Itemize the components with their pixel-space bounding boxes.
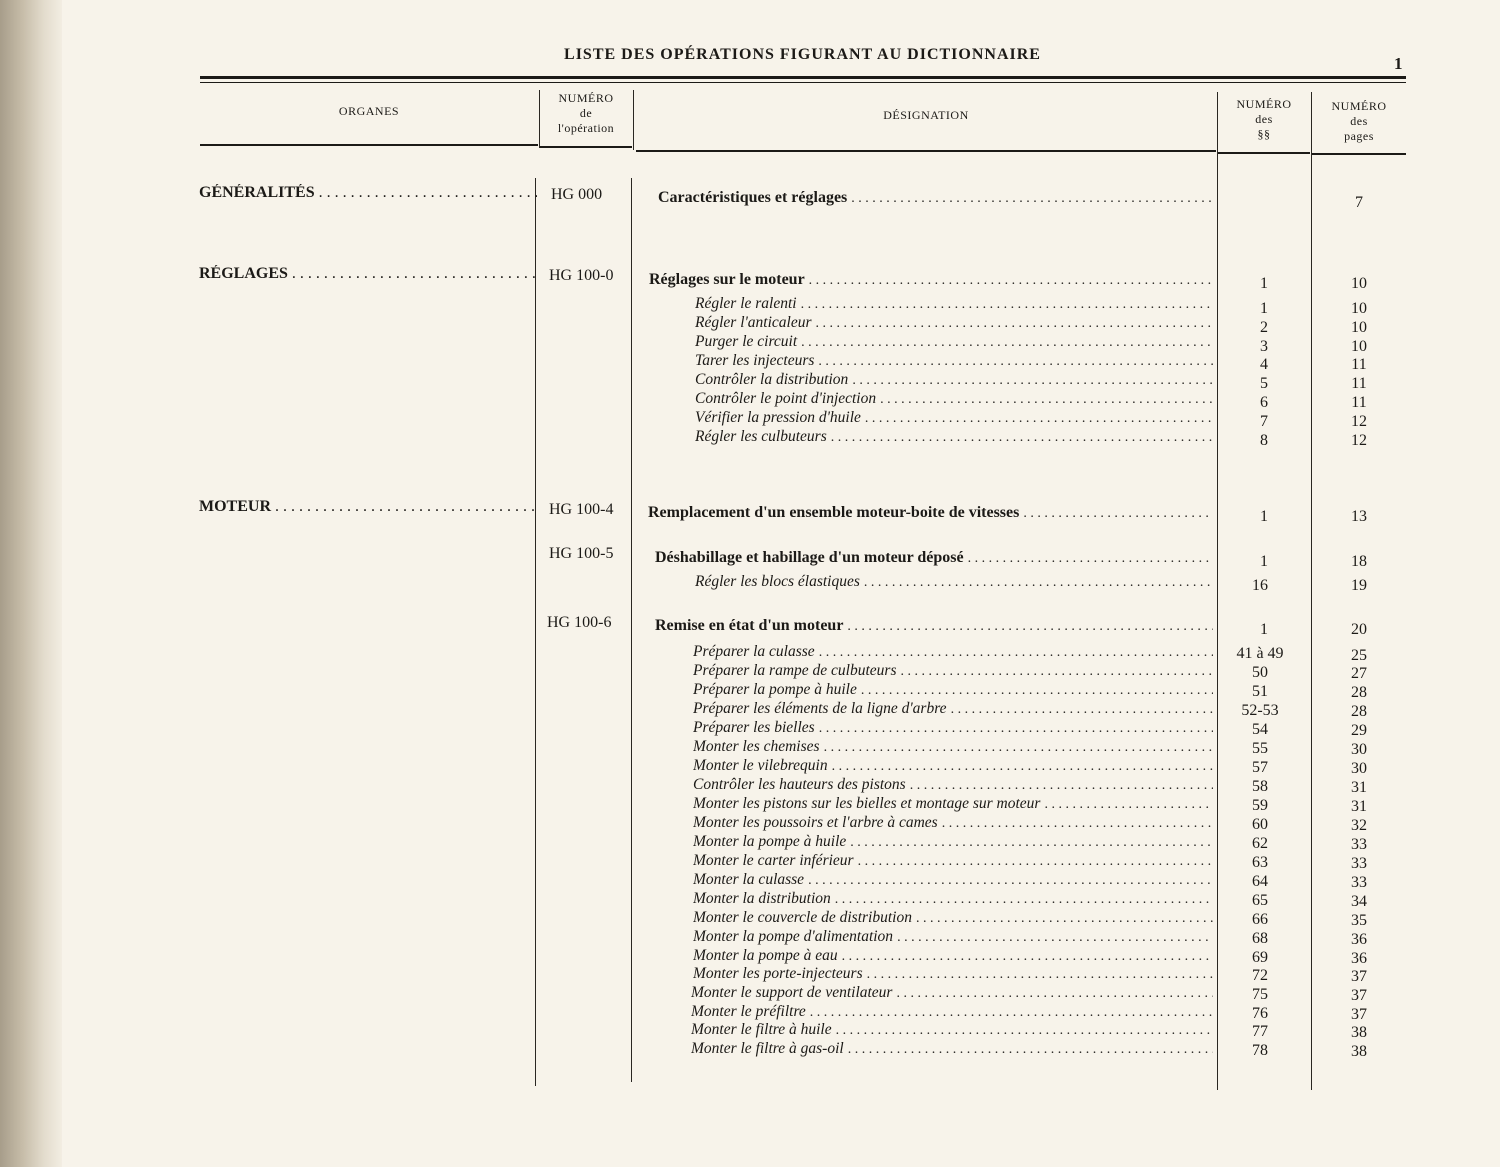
table-row — [0, 984, 1500, 1003]
page-ref: 37 — [1351, 968, 1367, 985]
operation-code: HG 100-5 — [549, 545, 614, 562]
table-row — [0, 1003, 1500, 1022]
page-ref: 31 — [1351, 798, 1367, 815]
designation-text: Réglages sur le moteur — [649, 271, 805, 288]
section-number: 76 — [1252, 1005, 1268, 1022]
page-ref: 28 — [1351, 703, 1367, 720]
designation-text: Monter la distribution — [693, 890, 831, 907]
table-row — [0, 965, 1500, 984]
designation-text: Régler les culbuteurs — [695, 428, 827, 445]
designation-text: Monter la culasse — [693, 871, 805, 888]
section-number: 50 — [1252, 664, 1268, 681]
table-row — [0, 738, 1500, 757]
designation-text: Préparer la pompe à huile — [693, 681, 857, 698]
section-number: 8 — [1260, 432, 1268, 449]
designation-text: Purger le circuit — [695, 333, 798, 350]
designation-text: Monter les chemises — [693, 738, 820, 755]
designation-text: Caractéristiques et réglages — [658, 189, 848, 206]
table-row — [0, 814, 1500, 833]
table-row — [0, 271, 1500, 290]
page-ref: 20 — [1351, 621, 1367, 638]
header-numero-paragraphes: NUMÉRO des §§ — [1236, 97, 1292, 141]
header-rule-ss — [1218, 152, 1310, 154]
section-number: 75 — [1252, 986, 1268, 1003]
page-ref: 11 — [1351, 375, 1367, 392]
designation-text: Vérifier la pression d'huile — [695, 409, 861, 426]
page-ref: 33 — [1351, 836, 1367, 853]
designation-text: Monter le couvercle de distribution — [693, 909, 912, 926]
designation-text: Monter le vilebrequin — [693, 757, 828, 774]
table-row — [0, 643, 1500, 662]
designation-text: Monter les pistons sur les bielles et montage sur moteur — [693, 795, 1041, 812]
table-row — [0, 833, 1500, 852]
operation-code: HG 100-0 — [549, 267, 614, 284]
page-ref: 33 — [1351, 855, 1367, 872]
designation-text: Monter les porte-injecteurs — [693, 965, 863, 982]
page-ref: 11 — [1351, 394, 1367, 411]
section-number: 1 — [1260, 621, 1268, 638]
table-row — [0, 871, 1500, 890]
page-ref: 34 — [1351, 893, 1367, 910]
section-number: 66 — [1252, 911, 1268, 928]
section-number: 51 — [1252, 683, 1268, 700]
page-ref: 29 — [1351, 722, 1367, 739]
header-numero-pages: NUMÉRO des pages — [1331, 99, 1387, 143]
column-divider — [633, 90, 634, 150]
section-number: 60 — [1252, 816, 1268, 833]
table-row — [0, 1021, 1500, 1040]
page-number: 1 — [1394, 54, 1403, 73]
page-ref: 33 — [1351, 874, 1367, 891]
section-number: 69 — [1252, 949, 1268, 966]
page-ref: 18 — [1351, 553, 1367, 570]
designation-text: Régler le ralenti — [695, 295, 797, 312]
section-number: 54 — [1252, 721, 1268, 738]
page-ref: 30 — [1351, 760, 1367, 777]
page-ref: 28 — [1351, 684, 1367, 701]
page-ref: 32 — [1351, 817, 1367, 834]
designation-text: Remise en état d'un moteur — [655, 617, 844, 634]
designation-text: Contrôler les hauteurs des pistons — [693, 776, 906, 793]
designation-text: Contrôler la distribution — [695, 371, 849, 388]
table-row — [0, 295, 1500, 317]
top-rule-thin — [200, 82, 1406, 83]
section-number: 55 — [1252, 740, 1268, 757]
page-ref: 30 — [1351, 741, 1367, 758]
page-ref: 11 — [1351, 356, 1367, 373]
table-row — [0, 719, 1500, 738]
section-number: 2 — [1260, 319, 1268, 336]
operation-code: HG 000 — [551, 186, 603, 203]
page-ref: 12 — [1351, 413, 1367, 430]
table-row — [0, 947, 1500, 966]
section-number: 59 — [1252, 797, 1268, 814]
table-row — [0, 573, 1500, 592]
table-row — [0, 428, 1500, 447]
table-row — [0, 352, 1500, 371]
column-divider — [539, 90, 540, 148]
table-row — [0, 371, 1500, 390]
page-ref: 19 — [1351, 577, 1367, 594]
designation-text: Tarer les injecteurs — [695, 352, 815, 369]
section-number: 52-53 — [1241, 702, 1279, 719]
designation-text: Monter le support de ventilateur — [691, 984, 893, 1001]
table-row — [0, 681, 1500, 700]
section-number: 72 — [1252, 967, 1268, 984]
designation-text: Préparer les bielles — [693, 719, 815, 736]
table-row — [0, 504, 1500, 523]
section-number: 64 — [1252, 873, 1268, 890]
section-number: 62 — [1252, 835, 1268, 852]
page-ref: 10 — [1351, 300, 1367, 317]
section-number: 78 — [1252, 1042, 1268, 1059]
header-rule-pages — [1312, 153, 1406, 155]
designation-text: Régler les blocs élastiques — [695, 573, 860, 590]
page-ref: 36 — [1351, 931, 1367, 948]
table-row — [0, 549, 1500, 568]
page-ref: 37 — [1351, 1006, 1367, 1023]
section-number: 1 — [1260, 300, 1268, 317]
section-number: 77 — [1252, 1023, 1268, 1040]
page-ref: 38 — [1351, 1043, 1367, 1060]
table-row — [0, 189, 1500, 211]
designation-text: Préparer la culasse — [693, 643, 815, 660]
section-number: 6 — [1260, 394, 1268, 411]
page-ref: 37 — [1351, 987, 1367, 1004]
page-ref: 35 — [1351, 912, 1367, 929]
section-number: 41 à 49 — [1236, 645, 1284, 662]
header-designation: DÉSIGNATION — [883, 108, 969, 122]
designation-text: Contrôler le point d'injection — [695, 390, 877, 407]
section-number: 4 — [1260, 356, 1268, 373]
table-row — [0, 776, 1500, 795]
designation-text: Monter le préfiltre — [691, 1003, 806, 1020]
page-ref: 12 — [1351, 432, 1367, 449]
section-number: 1 — [1260, 553, 1268, 570]
designation-text: Préparer les éléments de la ligne d'arbre — [693, 700, 947, 717]
section-number: 16 — [1252, 577, 1268, 594]
page-ref: 10 — [1351, 338, 1367, 355]
page-ref: 13 — [1351, 508, 1367, 525]
table-row — [0, 662, 1500, 681]
designation-text: Monter les poussoirs et l'arbre à cames — [693, 814, 938, 831]
designation-text: Préparer la rampe de culbuteurs — [693, 662, 897, 679]
header-rule-organes — [200, 144, 538, 146]
page-ref: 27 — [1351, 665, 1367, 682]
header-organes: ORGANES — [338, 104, 400, 118]
header-numero-operation: NUMÉRO de l'opération — [557, 91, 615, 135]
page-ref: 25 — [1351, 647, 1367, 664]
designation-text: Monter le carter inférieur — [693, 852, 854, 869]
table-row — [0, 757, 1500, 776]
table-row — [0, 909, 1500, 928]
designation-text: Régler l'anticaleur — [695, 314, 812, 331]
table-row — [0, 700, 1500, 719]
section-number: 68 — [1252, 930, 1268, 947]
section-number: 65 — [1252, 892, 1268, 909]
designation-text: Monter la pompe d'alimentation — [693, 928, 894, 945]
page-ref: 10 — [1351, 275, 1367, 292]
section-number: 1 — [1260, 508, 1268, 525]
operation-code: HG 100-4 — [549, 501, 614, 518]
table-row — [0, 409, 1500, 428]
section-number: 57 — [1252, 759, 1268, 776]
page-ref: 7 — [1355, 194, 1363, 211]
table-row — [0, 390, 1500, 409]
designation-text: Monter le filtre à huile — [691, 1021, 832, 1038]
table-row — [0, 314, 1500, 336]
header-rule-designation — [636, 150, 1216, 152]
page-title: LISTE DES OPÉRATIONS FIGURANT AU DICTIONNAIRE — [564, 46, 1041, 63]
organ-generalites: GÉNÉRALITÉS . . . — [199, 184, 537, 202]
designation-text: Déshabillage et habillage d'un moteur déposé — [655, 549, 964, 566]
designation-text: Monter le filtre à gas-oil — [691, 1040, 844, 1057]
page-ref: 10 — [1351, 319, 1367, 336]
header-rule-code — [540, 146, 632, 148]
table-row — [0, 1040, 1500, 1059]
section-number: 63 — [1252, 854, 1268, 871]
section-number: 1 — [1260, 275, 1268, 292]
table-row — [0, 890, 1500, 909]
designation-text: Monter la pompe à huile — [693, 833, 847, 850]
designation-text: Remplacement d'un ensemble moteur-boite de vitesses — [648, 504, 1020, 521]
page-ref: 31 — [1351, 779, 1367, 796]
designation-text: Monter la pompe à eau — [693, 947, 838, 964]
operation-code: HG 100-6 — [547, 614, 612, 631]
section-number: 58 — [1252, 778, 1268, 795]
table-row — [0, 795, 1500, 814]
top-rule — [200, 76, 1406, 79]
organ-reglages: RÉGLAGES . . . — [199, 265, 537, 283]
table-row — [0, 928, 1500, 947]
section-number: 7 — [1260, 413, 1268, 430]
organ-moteur: MOTEUR . . . — [199, 498, 537, 516]
table-row — [0, 333, 1500, 355]
section-number: 5 — [1260, 375, 1268, 392]
section-number: 3 — [1260, 338, 1268, 355]
page-ref: 36 — [1351, 950, 1367, 967]
page-ref: 38 — [1351, 1024, 1367, 1041]
table-row — [0, 617, 1500, 636]
table-row — [0, 852, 1500, 871]
